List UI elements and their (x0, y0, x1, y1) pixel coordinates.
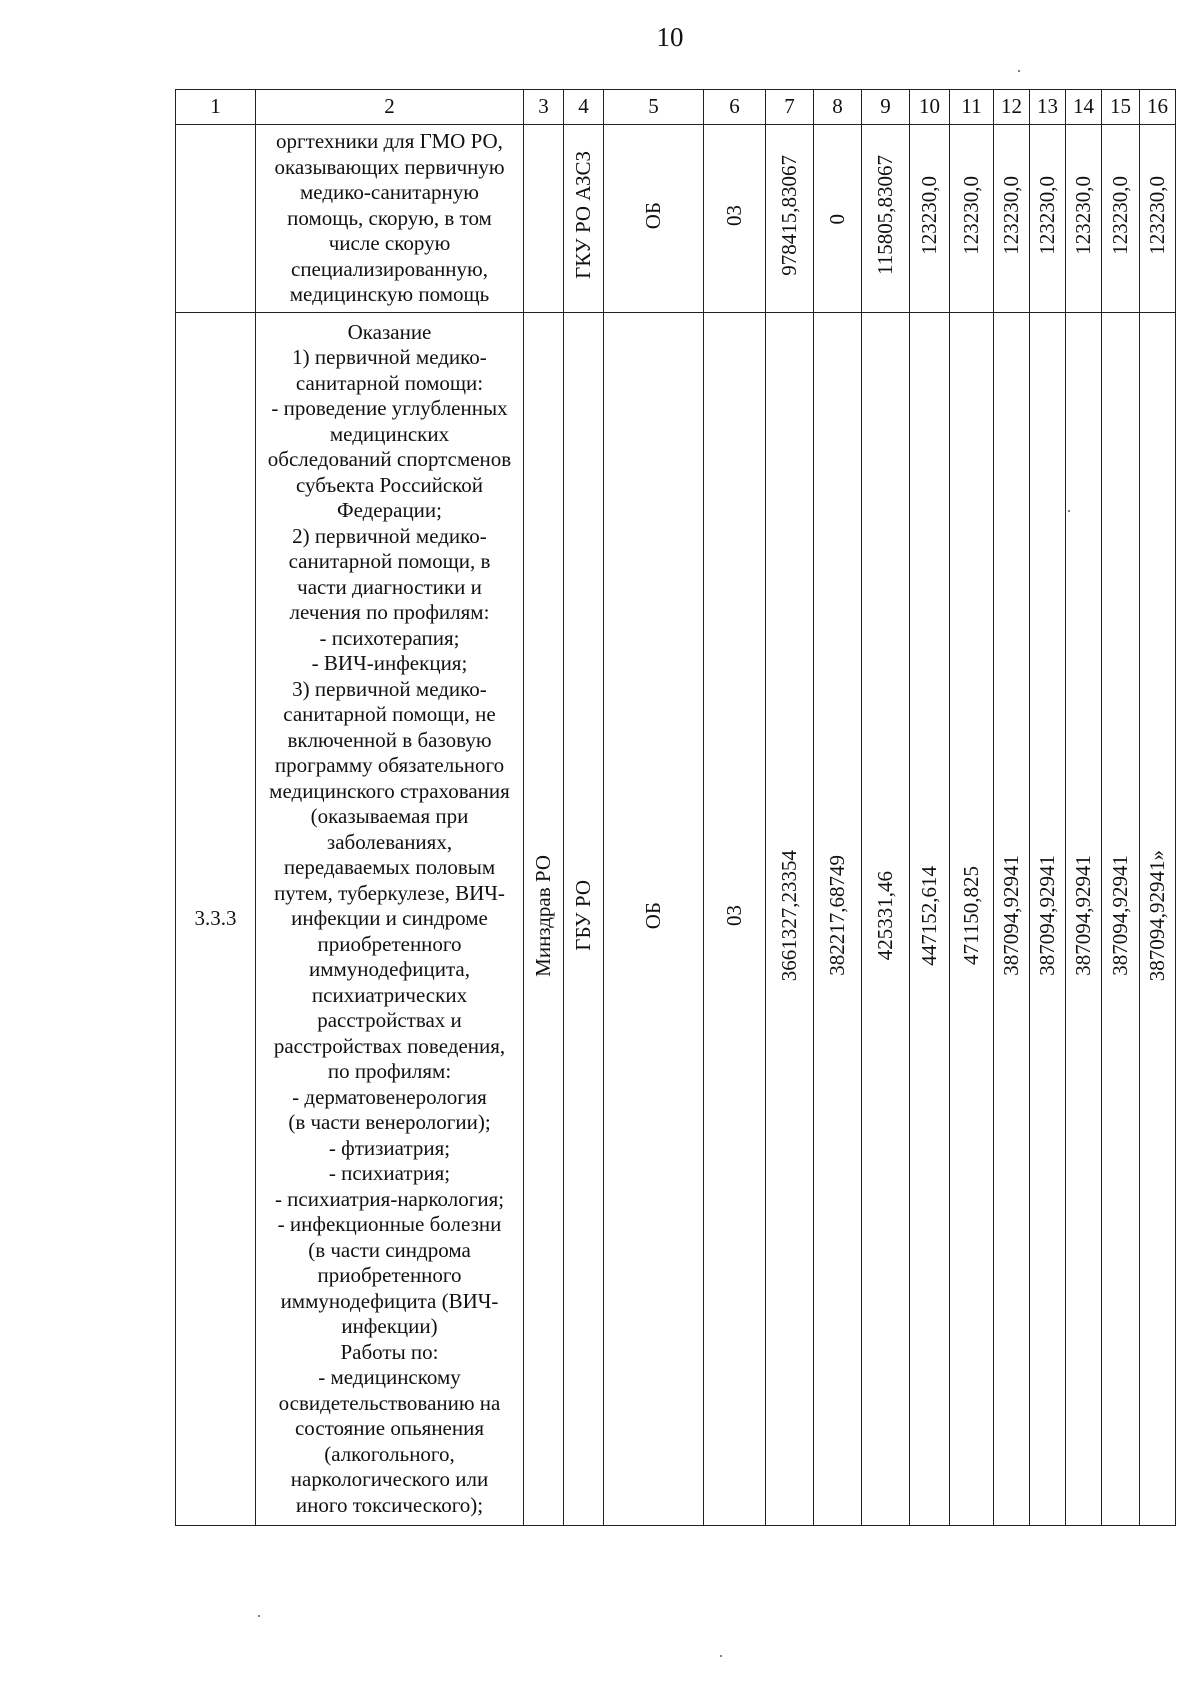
description-line: Работы по: (340, 1339, 439, 1364)
page-number: 10 (656, 22, 684, 52)
description-line: части диагностики и (297, 574, 482, 599)
header-cell: 16 (1140, 90, 1176, 125)
header-cell: 13 (1030, 90, 1066, 125)
table-row (176, 125, 1176, 313)
value-text: 123230,0 (1145, 175, 1169, 255)
value-cell (814, 313, 862, 1526)
value-cell (1102, 125, 1140, 313)
description-line: путем, туберкулезе, ВИЧ- (274, 880, 505, 905)
value-cell (1066, 313, 1102, 1526)
value-cell (910, 125, 950, 313)
value-cell (862, 125, 910, 313)
description-line: медицинского страхования (269, 778, 510, 803)
row-number: 3.3.3 (176, 313, 256, 1526)
header-cell: 4 (564, 90, 604, 125)
header-cell: 9 (862, 90, 910, 125)
header-cell: 11 (950, 90, 994, 125)
description-line: медико-санитарную (300, 180, 479, 205)
header-cell: 10 (910, 90, 950, 125)
row-description (256, 125, 524, 313)
description-line: передаваемых половым (283, 855, 496, 880)
header-cell: 6 (704, 90, 766, 125)
value-cell (1030, 313, 1066, 1526)
scan-speck (720, 1655, 722, 1657)
value-text: 3661327,23354 (777, 850, 801, 982)
value-cell (766, 125, 814, 313)
description-line: помощь, скорую, в том (287, 205, 492, 230)
description-line: (алкогольного, (324, 1441, 455, 1466)
description-line: освидетельствованию на (278, 1390, 501, 1415)
value-cell (950, 313, 994, 1526)
row-description (256, 313, 524, 1526)
value-cell (1140, 313, 1176, 1526)
source-text: ОБ (641, 902, 665, 930)
header-cell: 14 (1066, 90, 1102, 125)
description-line: Оказание (347, 319, 432, 344)
value-text: 382217,68749 (825, 855, 849, 977)
description-line: иммунодефицита (ВИЧ- (280, 1288, 499, 1313)
source-cell (604, 125, 704, 313)
description-line: - фтизиатрия; (328, 1135, 451, 1160)
description-line: санитарной помощи, в (288, 549, 491, 574)
value-cell (862, 313, 910, 1526)
scan-speck (1068, 510, 1070, 512)
value-text: 123230,0 (959, 175, 983, 255)
description-line: - дерматовенерология (292, 1084, 487, 1109)
description-line: программу обязательного (274, 753, 505, 778)
description-line: приобретенного (317, 931, 462, 956)
value-text: 387094,92941» (1145, 850, 1169, 982)
value-text: 123230,0 (999, 175, 1023, 255)
value-text: 425331,46 (873, 871, 897, 961)
description-line: - психиатрия; (328, 1161, 451, 1186)
value-cell (1030, 125, 1066, 313)
description-line: субъекта Российской (295, 472, 484, 497)
responsible-cell (524, 313, 564, 1526)
row-number (176, 125, 256, 313)
description-line: медицинских (329, 421, 450, 446)
description-line: по профилям: (327, 1059, 452, 1084)
value-text: 123230,0 (1035, 175, 1059, 255)
code-cell (704, 125, 766, 313)
description-line: (в части венерологии); (288, 1110, 491, 1135)
value-text: 123230,0 (1071, 175, 1095, 255)
executor-cell (564, 313, 604, 1526)
responsible-text: Минздрав РО (531, 854, 555, 977)
description-line: - ВИЧ-инфекция; (311, 651, 468, 676)
description-line: 1) первичной медико- (292, 345, 487, 370)
description-line: состояние опьянения (294, 1416, 485, 1441)
budget-table (175, 89, 1176, 1526)
value-cell (1140, 125, 1176, 313)
description-line: расстройствах и (317, 1008, 462, 1033)
code-cell (704, 313, 766, 1526)
value-text: 123230,0 (1108, 175, 1132, 255)
value-text: 387094,92941 (1071, 855, 1095, 977)
value-text: 123230,0 (917, 175, 941, 255)
value-cell (1102, 313, 1140, 1526)
value-text: 978415,83067 (777, 154, 801, 276)
scan-speck (1018, 70, 1020, 72)
source-text: ОБ (641, 201, 665, 229)
header-cell: 2 (256, 90, 524, 125)
description-line: медицинскую помощь (289, 282, 490, 307)
description-line: наркологического или (290, 1467, 489, 1492)
description-line: оргтехники для ГМО РО, (276, 129, 503, 154)
value-text: 447152,614 (917, 865, 941, 966)
description-line: (оказываемая при (310, 804, 469, 829)
header-cell: 3 (524, 90, 564, 125)
value-text: 387094,92941 (999, 855, 1023, 977)
description-line: расстройствах поведения, (273, 1033, 506, 1058)
description-line: (в части синдрома (308, 1237, 471, 1262)
description-line: иммунодефицита, (308, 957, 471, 982)
value-cell (766, 313, 814, 1526)
header-cell: 12 (994, 90, 1030, 125)
description-line: - инфекционные болезни (277, 1212, 502, 1237)
header-cell: 8 (814, 90, 862, 125)
value-cell (814, 125, 862, 313)
header-cell: 15 (1102, 90, 1140, 125)
description-line: - психотерапия; (319, 625, 460, 650)
description-line: лечения по профилям: (289, 600, 490, 625)
description-line: оказывающих первичную (274, 154, 505, 179)
value-cell (994, 125, 1030, 313)
description-line: - проведение углубленных (271, 396, 508, 421)
value-cell (950, 125, 994, 313)
description-line: инфекции и синдроме (291, 906, 488, 931)
header-cell: 5 (604, 90, 704, 125)
code-text: 03 (722, 905, 746, 927)
source-cell (604, 313, 704, 1526)
value-text: 387094,92941 (1035, 855, 1059, 977)
value-text: 115805,83067 (873, 155, 897, 276)
description-line: - психиатрия-наркология; (274, 1186, 505, 1211)
header-cell: 1 (176, 90, 256, 125)
description-line: санитарной помощи, не (283, 702, 496, 727)
value-text: 387094,92941 (1108, 855, 1132, 977)
executor-text: ГКУ РО АЗСЗ (571, 151, 595, 280)
description-line: инфекции) (341, 1314, 438, 1339)
description-line: санитарной помощи: (295, 370, 484, 395)
value-cell (910, 313, 950, 1526)
scan-speck (258, 1615, 260, 1617)
description-line: числе скорую (328, 231, 451, 256)
header-cell: 7 (766, 90, 814, 125)
description-line: психиатрических (311, 982, 468, 1007)
description-line: Федерации; (336, 498, 442, 523)
header-row (176, 90, 1176, 125)
value-cell (1066, 125, 1102, 313)
description-line: иного токсического); (295, 1492, 484, 1517)
table-row (176, 313, 1176, 1526)
executor-cell (564, 125, 604, 313)
description-line: обследований спортсменов (267, 447, 512, 472)
description-line: включенной в базовую (287, 727, 492, 752)
description-line: заболеваниях, (326, 829, 453, 854)
description-line: приобретенного (317, 1263, 462, 1288)
description-line: 3) первичной медико- (292, 676, 487, 701)
responsible-cell (524, 125, 564, 313)
executor-text: ГБУ РО (571, 880, 595, 952)
value-text: 0 (825, 214, 849, 225)
description-line: 2) первичной медико- (292, 523, 487, 548)
code-text: 03 (722, 204, 746, 226)
description-line: специализированную, (291, 256, 488, 281)
value-cell (994, 313, 1030, 1526)
description-line: - медицинскому (318, 1365, 461, 1390)
value-text: 471150,825 (959, 866, 983, 966)
